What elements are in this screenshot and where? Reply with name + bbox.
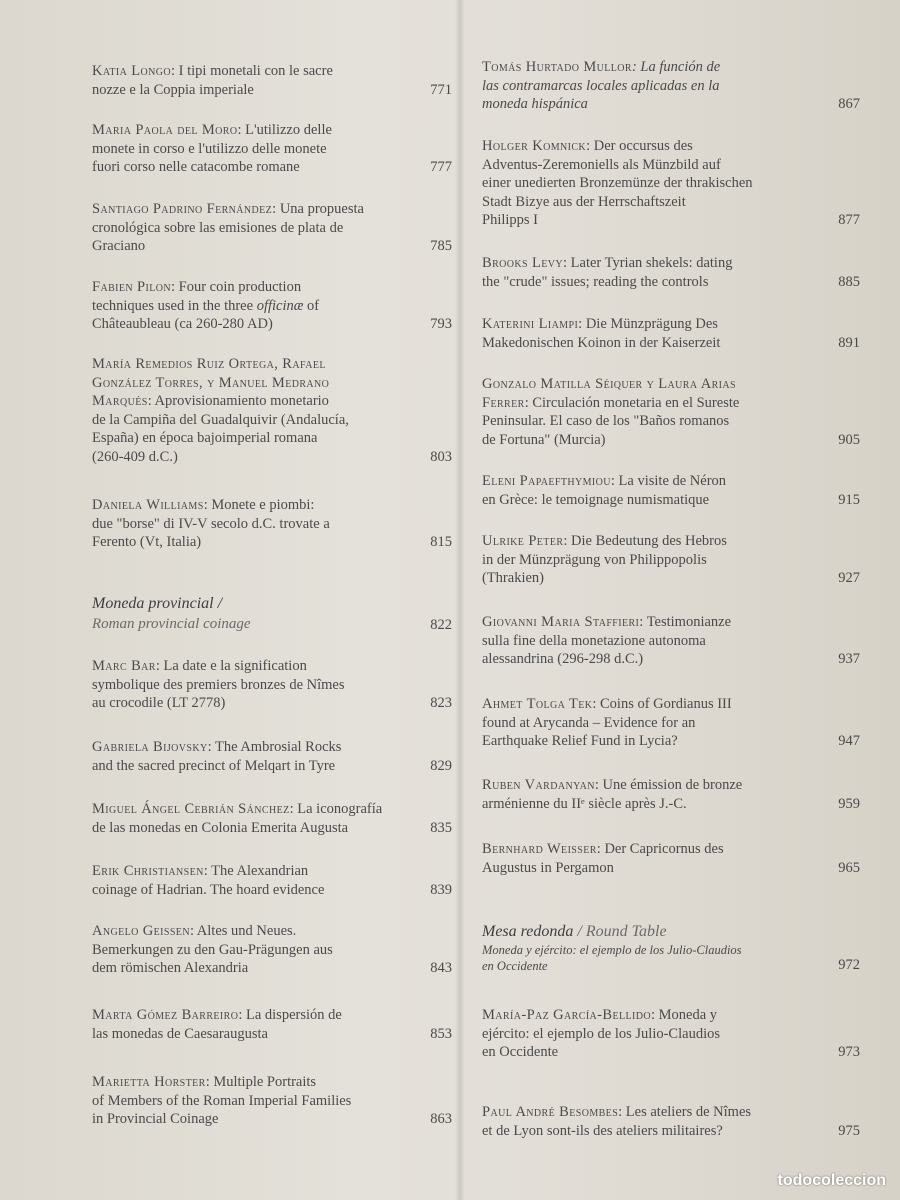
toc-entry <box>482 1006 860 1062</box>
entry-title: : Multiple Portraits of Members of the Roman Imperial Families in Provincial Coinage <box>92 1074 352 1127</box>
entry-page-number: 803 <box>430 448 452 465</box>
entry-page-number: 863 <box>430 1111 452 1127</box>
entry-author: Daniela Williams <box>92 497 204 513</box>
entry-author: María Remedios Ruiz Ortega, Rafael González Torres, y Manuel Medrano Marqués <box>92 356 330 409</box>
toc-entry <box>482 840 860 877</box>
entry-author: Miguel Ángel Cebrián Sánchez <box>92 801 290 817</box>
section-subtitle: Roman provincial coinage <box>92 616 251 632</box>
toc-entry <box>92 800 452 837</box>
entry-author: Brooks Levy <box>482 255 564 271</box>
entry-title: : La iconografía de las monedas en Colonia Emerita Augusta <box>92 801 383 836</box>
entry-author: Holger Komnick <box>482 138 587 154</box>
entry-title: : Der occursus des Adventus-Zeremoniells als Münzbild auf einer unedierten Bronzemünze der thrakischen Stadt Bizye aus der Herrschaftszeit Philipps I <box>482 138 753 228</box>
entry-author: Ruben Vardanyan <box>482 777 595 793</box>
entry-author: Paul André Besombes <box>482 1104 619 1120</box>
toc-entry <box>92 738 452 775</box>
entry-page-number: 785 <box>430 238 452 254</box>
entry-title: : Una propuesta cronológica sobre las emisiones de plata de Graciano <box>92 201 364 254</box>
entry-author: Katerini Liampi <box>482 316 579 332</box>
entry-title: : Monete e piombi: due "borse" di IV-V secolo d.C. trovate a Ferento (Vt, Italia) <box>92 497 330 550</box>
entry-author: Marc Bar <box>92 658 156 674</box>
entry-page-number: 853 <box>430 1025 452 1042</box>
entry-page-number: 973 <box>838 1044 860 1060</box>
toc-entry <box>482 315 860 352</box>
entry-title: : La función de las contramarcas locales aplicadas en la moneda hispánica <box>482 59 721 112</box>
entry-page-number: 777 <box>430 159 452 175</box>
toc-entry <box>92 657 452 713</box>
entry-page-number: 839 <box>430 881 452 898</box>
entry-page-number: 915 <box>838 491 860 508</box>
toc-entry <box>482 613 860 669</box>
entry-title: : Coins of Gordianus III found at Arycanda – Evidence for an Earthquake Relief Fund in Lycia? <box>482 696 732 749</box>
entry-page-number: 885 <box>838 273 860 290</box>
entry-page-number: 927 <box>838 570 860 586</box>
toc-entry <box>482 58 860 114</box>
entry-title: : La visite de Néron en Grèce: le temoignage numismatique <box>482 473 727 508</box>
page-gutter <box>455 0 465 1200</box>
entry-page-number: 877 <box>838 212 860 228</box>
toc-entry <box>482 472 860 509</box>
toc-entry <box>92 278 452 334</box>
toc-entry <box>482 1103 860 1140</box>
section-title: Mesa redonda <box>482 923 574 940</box>
entry-author: Bernhard Weisser <box>482 841 597 857</box>
entry-title: : Une émission de bronze arménienne du IIᵉ siècle après J.-C. <box>482 777 743 812</box>
entry-title: : I tipi monetali con le sacre nozze e la Coppia imperiale <box>92 63 333 98</box>
entry-page-number: 829 <box>430 757 452 774</box>
watermark: todocoleccion <box>777 1172 886 1189</box>
section-heading-round-table <box>482 922 860 974</box>
section-heading-provincial <box>92 594 452 634</box>
entry-page-number: 959 <box>838 795 860 812</box>
section-title-translation: / Round Table <box>573 923 667 940</box>
entry-page-number: 835 <box>430 819 452 836</box>
entry-author: Eleni Papaefthymiou <box>482 473 611 489</box>
entry-title: : Later Tyrian shekels: dating the "crude" issues; reading the controls <box>482 255 733 290</box>
entry-title: : Die Münzprägung Des Makedonischen Koinon in der Kaiserzeit <box>482 316 721 351</box>
entry-page-number: 947 <box>838 733 860 749</box>
entry-author: Ulrike Peter <box>482 533 564 549</box>
entry-author: Katia Longo <box>92 63 172 79</box>
entry-title: : The Ambrosial Rocks and the sacred precinct of Melqart in Tyre <box>92 739 342 774</box>
toc-entry <box>92 355 452 466</box>
entry-author: Ahmet Tolga Tek <box>482 696 593 712</box>
entry-page-number: 937 <box>838 651 860 667</box>
section-title: Moneda provincial / <box>92 595 223 612</box>
toc-entry <box>92 1006 452 1043</box>
toc-entry <box>482 375 860 449</box>
entry-page-number: 905 <box>838 431 860 448</box>
entry-author: Gonzalo Matilla Séiquer y Laura Arias Ferrer <box>482 376 736 411</box>
entry-author: Maria Paola del Moro <box>92 122 238 138</box>
entry-page-number: 965 <box>838 859 860 876</box>
toc-entry <box>92 200 452 256</box>
entry-title: : Circulación monetaria en el Sureste Peninsular. El caso de los "Baños romanos de Fortuna" (Murcia) <box>482 394 740 448</box>
entry-title: : La date e la signification symbolique des premiers bronzes de Nîmes au crocodile (LT 2778) <box>92 658 345 711</box>
entry-title: : Four coin production techniques used in the three <box>92 279 302 314</box>
entry-author: Santiago Padrino Fernández <box>92 201 273 217</box>
toc-entry <box>482 695 860 751</box>
entry-title: : Les ateliers de Nîmes et de Lyon sont-ils des ateliers militaires? <box>482 1104 752 1139</box>
entry-page-number: 867 <box>838 96 860 112</box>
entry-author: Fabien Pilon <box>92 279 171 295</box>
toc-entry <box>92 121 452 177</box>
toc-entry <box>92 862 452 899</box>
entry-author: Gabriela Bijovsky <box>92 739 208 755</box>
entry-title: : Altes und Neues. Bemerkungen zu den Gau-Prägungen aus dem römischen Alexandria <box>92 923 333 976</box>
toc-entry <box>92 62 452 99</box>
entry-page-number: 815 <box>430 534 452 550</box>
entry-author: Erik Christiansen <box>92 863 204 879</box>
entry-page-number: 975 <box>838 1122 860 1139</box>
entry-page-number: 793 <box>430 316 452 332</box>
entry-author: Angelo Geissen <box>92 923 190 939</box>
entry-title: : Moneda y ejército: el ejemplo de los Julio-Claudios en Occidente <box>482 1007 720 1060</box>
entry-title: : Die Bedeutung des Hebros in der Münzprägung von Philippopolis (Thrakien) <box>482 533 727 586</box>
entry-author: María-Paz García-Bellido <box>482 1007 651 1023</box>
toc-entry <box>92 922 452 978</box>
section-subtitle: Moneda y ejército: el ejemplo de los Julio-Claudios en Occidente <box>482 943 742 973</box>
entry-title: : Testimonianze sulla fine della monetazione autonoma alessandrina (296-298 d.C.) <box>482 614 732 667</box>
entry-author: Marta Gómez Barreiro <box>92 1007 239 1023</box>
entry-title: : Aprovisionamiento monetario de la Campiña del Guadalquivir (Andalucía, España) en época bajoimperial romana (260-409 d.C.) <box>92 393 349 465</box>
section-page-number: 822 <box>430 617 452 633</box>
entry-author: Giovanni Maria Staffieri <box>482 614 640 630</box>
entry-page-number: 771 <box>430 81 452 98</box>
section-page-number: 972 <box>838 957 860 973</box>
entry-title: : L'utilizzo delle monete in corso e l'utilizzo delle monete fuori corso nelle catacombe romane <box>92 122 332 175</box>
entry-title: of Châteaubleau (ca 260-280 AD) <box>92 297 320 332</box>
toc-entry <box>482 254 860 291</box>
entry-title: : Der Capricornus des Augustus in Pergamon <box>482 841 724 876</box>
toc-entry <box>482 532 860 588</box>
toc-entry <box>482 137 860 230</box>
toc-entry <box>92 1073 452 1129</box>
entry-page-number: 843 <box>430 960 452 976</box>
entry-title: : La dispersión de las monedas de Caesaraugusta <box>92 1007 342 1042</box>
entry-title: : The Alexandrian coinage of Hadrian. The hoard evidence <box>92 863 325 898</box>
entry-page-number: 891 <box>838 334 860 351</box>
entry-author: Tomás Hurtado Mullor <box>482 59 632 75</box>
toc-entry <box>482 776 860 813</box>
entry-page-number: 823 <box>430 695 452 711</box>
entry-author: Marietta Horster <box>92 1074 206 1090</box>
toc-entry <box>92 496 452 552</box>
entry-title-italic: officinæ <box>256 297 304 314</box>
